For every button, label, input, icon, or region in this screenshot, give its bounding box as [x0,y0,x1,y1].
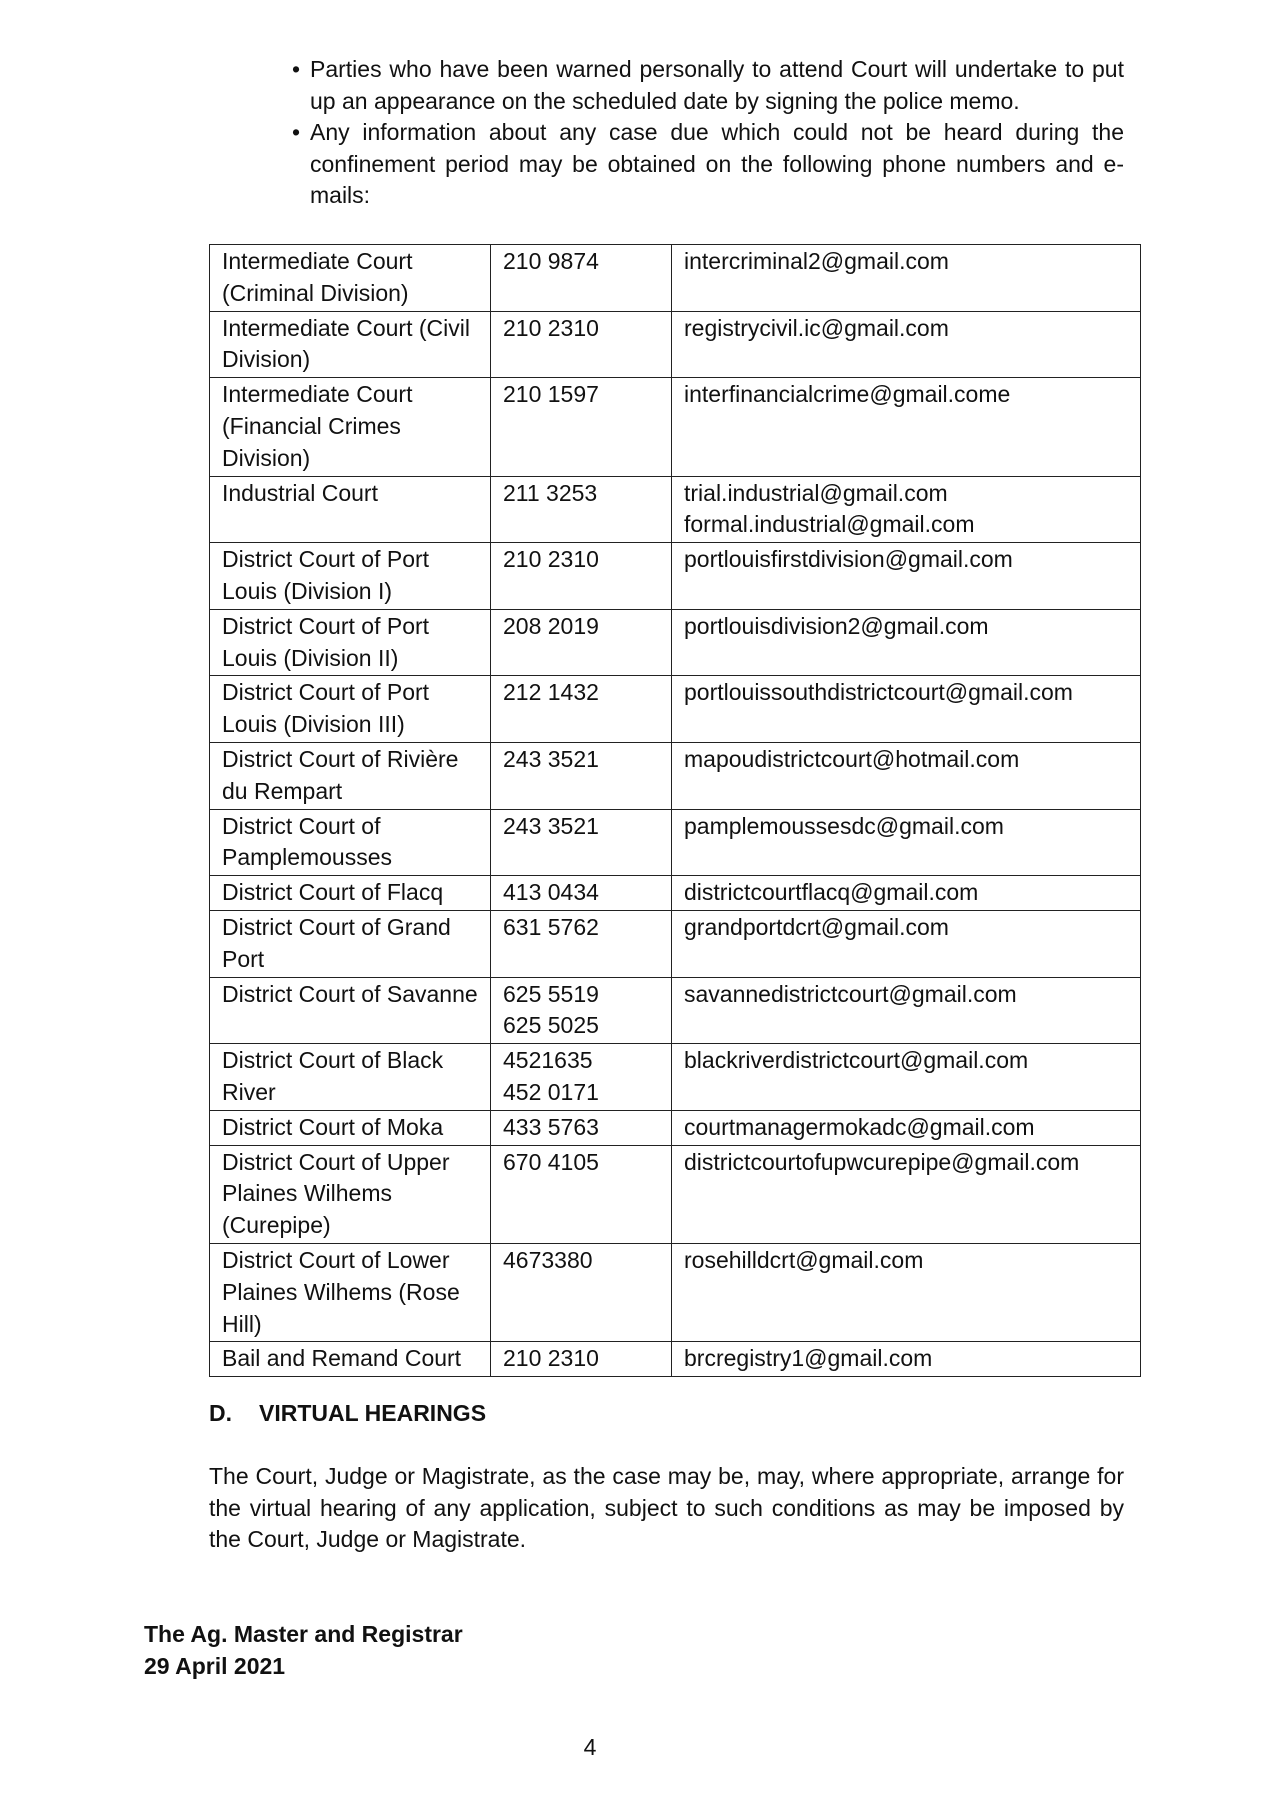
phone-number: 211 3253 [503,479,598,506]
table-row [210,1145,1141,1243]
bullet-text: Parties who have been warned personally to attend Court will undertake to put up an appearance on the scheduled date by signing the police memo. [310,56,1124,114]
court-phone-cell [491,910,672,977]
email-address: rosehilldcrt@gmail.com [684,1246,924,1273]
court-email-cell [672,476,1141,543]
court-email-cell [672,311,1141,378]
phone-number: 4673380 [503,1246,593,1273]
section-heading [209,1400,486,1427]
court-phone-cell [491,876,672,911]
court-email-cell [672,543,1141,610]
court-name-cell: District Court of Grand Port [210,910,491,977]
email-address: brcregistry1@gmail.com [684,1345,933,1372]
court-email-cell [672,1044,1141,1111]
signature-block [144,1618,463,1682]
court-phone-cell [491,476,672,543]
court-phone-cell [491,977,672,1044]
court-email-cell [672,1145,1141,1243]
court-email-cell [672,609,1141,676]
court-phone-cell [491,1243,672,1341]
court-name-cell: Bail and Remand Court [210,1342,491,1377]
table-row [210,609,1141,676]
bullet-text: Any information about any case due which could not be heard during the confinement period may be obtained on the following phone numbers and e-mails: [310,119,1124,208]
phone-number: 210 2310 [503,1345,599,1372]
court-name-cell: District Court of Black River [210,1044,491,1111]
signature-title: The Ag. Master and Registrar [144,1621,463,1647]
court-phone-cell [491,1044,672,1111]
court-name-cell: District Court of Flacq [210,876,491,911]
court-email-cell [672,676,1141,743]
email-address: blackriverdistrictcourt@gmail.com [684,1047,1029,1074]
court-phone-cell [491,378,672,476]
section-letter: D. [209,1400,232,1426]
court-phone-cell [491,609,672,676]
bullet-icon: • [292,119,301,145]
court-contacts-table [209,244,1141,1377]
court-email-cell [672,742,1141,809]
court-phone-cell [491,311,672,378]
court-email-cell [672,809,1141,876]
email-address: intercriminal2@gmail.com [684,248,949,274]
table-row [210,1342,1141,1377]
court-name-cell: District Court of Port Louis (Division III) [210,676,491,743]
phone-number: 243 3521 [503,812,599,839]
table-row [210,543,1141,610]
email-address: portlouissouthdistrictcourt@gmail.com [684,679,1073,706]
signature-date: 29 April 2021 [144,1653,286,1679]
court-email-cell [672,1110,1141,1145]
court-email-cell [672,876,1141,911]
court-phone-cell [491,1110,672,1145]
page-number: 4 [583,1734,597,1760]
court-phone-cell [491,1145,672,1243]
court-email-cell [672,378,1141,476]
email-address: portlouisdivision2@gmail.com [684,612,989,639]
court-email-cell [672,1243,1141,1341]
phone-number: 210 1597 [503,381,599,408]
phone-number: 625 5025 [503,1012,599,1039]
court-name-cell: District Court of Pamplemousses [210,809,491,876]
court-name-cell: District Court of Moka [210,1110,491,1145]
phone-number: 212 1432 [503,679,599,706]
court-name-cell: District Court of Rivière du Rempart [210,742,491,809]
email-address: districtcourtflacq@gmail.com [684,879,979,906]
email-address: districtcourtofupwcurepipe@gmail.com [684,1148,1080,1175]
phone-number: 210 2310 [503,314,599,341]
email-address: mapoudistrictcourt@hotmail.com [684,745,1020,772]
email-address: courtmanagermokadc@gmail.com [684,1113,1035,1140]
court-phone-cell [491,245,672,312]
court-name-cell: District Court of Port Louis (Division II) [210,609,491,676]
table-row [210,742,1141,809]
court-email-cell [672,977,1141,1044]
table-row [210,910,1141,977]
phone-number: 452 0171 [503,1078,599,1105]
court-name-cell: Intermediate Court (Financial Crimes Division) [210,378,491,476]
phone-number: 243 3521 [503,745,599,772]
bullet-list [292,54,1124,212]
table-row [210,476,1141,543]
email-address: formal.industrial@gmail.com [684,511,975,538]
table-row [210,1110,1141,1145]
phone-number: 210 2310 [503,546,599,573]
email-address: registrycivil.ic@gmail.com [684,314,949,341]
table-row [210,1243,1141,1341]
email-address: savannedistrictcourt@gmail.com [684,980,1017,1007]
phone-number: 670 4105 [503,1148,599,1175]
phone-number: 433 5763 [503,1113,599,1140]
phone-number: 210 9874 [503,248,599,274]
court-name-cell: Intermediate Court (Criminal Division) [210,245,491,312]
table-row [210,1044,1141,1111]
bullet-item [292,117,1124,212]
phone-number: 413 0434 [503,879,599,906]
court-name-cell: Intermediate Court (Civil Division) [210,311,491,378]
court-name-cell: District Court of Upper Plaines Wilhems (Curepipe) [210,1145,491,1243]
court-name-cell: District Court of Savanne [210,977,491,1044]
table-row [210,809,1141,876]
phone-number: 625 5519 [503,980,599,1007]
court-email-cell [672,245,1141,312]
section-paragraph: The Court, Judge or Magistrate, as the case may be, may, where appropriate, arrange for the virtual hearing of any application, subject to such conditions as may be imposed by the Court, Judge or Magistrate. [209,1463,1124,1552]
email-address: trial.industrial@gmail.com [684,479,948,506]
table-row [210,876,1141,911]
table-row [210,977,1141,1044]
bullet-item [292,54,1124,117]
court-email-cell [672,1342,1141,1377]
table-row [210,311,1141,378]
court-name-cell: District Court of Port Louis (Division I) [210,543,491,610]
email-address: pamplemoussesdc@gmail.com [684,812,1004,839]
phone-number: 631 5762 [503,913,599,940]
court-email-cell [672,910,1141,977]
table-row [210,676,1141,743]
phone-number: 208 2019 [503,612,599,639]
email-address: interfinancialcrime@gmail.come [684,381,1011,408]
court-phone-cell [491,543,672,610]
table-row [210,378,1141,476]
phone-number: 4521635 [503,1047,593,1074]
section-title: VIRTUAL HEARINGS [259,1400,487,1426]
court-phone-cell [491,676,672,743]
court-phone-cell [491,809,672,876]
court-phone-cell [491,742,672,809]
table-row [210,245,1141,312]
email-address: grandportdcrt@gmail.com [684,913,949,940]
email-address: portlouisfirstdivision@gmail.com [684,546,1013,573]
court-name-cell: District Court of Lower Plaines Wilhems (Rose Hill) [210,1243,491,1341]
court-name-cell: Industrial Court [210,476,491,543]
court-phone-cell [491,1342,672,1377]
bullet-icon: • [292,56,301,82]
